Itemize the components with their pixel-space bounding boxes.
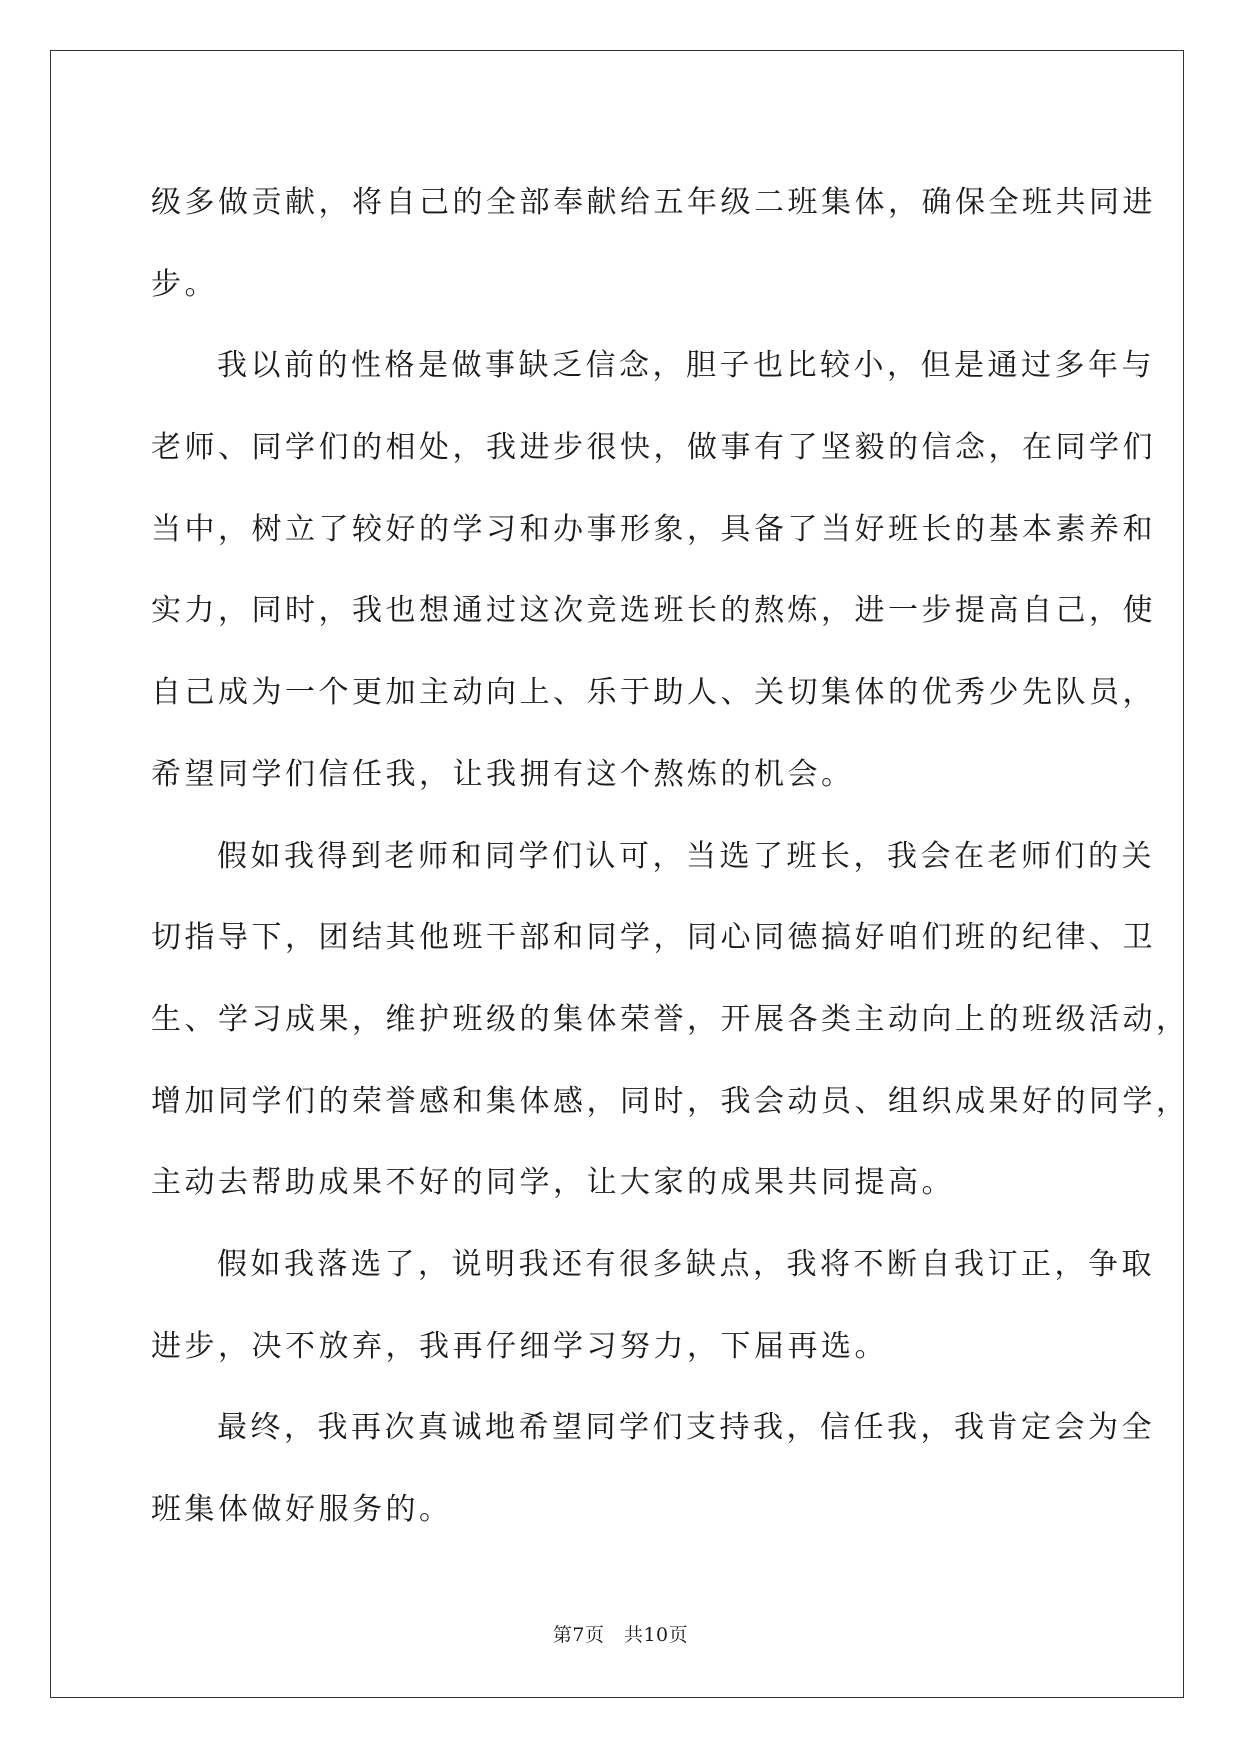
text-line: 增加同学们的荣誉感和集体感，同时，我会动员、组织成果好的同学，	[151, 1083, 1190, 1119]
text-line: 级多做贡献，将自己的全部奉献给五年级二班集体，确保全班共同进	[151, 185, 1156, 220]
text-line: 实力，同时，我也想通过这次竞选班长的熬炼，进一步提高自己，使	[151, 593, 1156, 629]
text-line: 老师、同学们的相处，我进步很快，做事有了坚毅的信念，在同学们	[151, 430, 1156, 466]
paragraph-start-line: 假如我得到老师和同学们认可，当选了班长，我会在老师们的关	[217, 838, 1155, 874]
text-line: 自己成为一个更加主动向上、乐于助人、关切集体的优秀少先队员，	[151, 675, 1156, 711]
paragraph-start-line: 假如我落选了，说明我还有很多缺点，我将不断自我订正，争取	[217, 1246, 1155, 1282]
paragraph-start-line: 最终，我再次真诚地希望同学们支持我，信任我，我肯定会为全	[217, 1410, 1155, 1446]
text-line: 班集体做好服务的。	[151, 1492, 453, 1527]
page-number-footer: 第7页 共10页	[552, 1624, 689, 1646]
text-line: 主动去帮助成果不好的同学，让大家的成果共同提高。	[151, 1165, 955, 1201]
text-line: 当中，树立了较好的学习和办事形象，具备了当好班长的基本素养和	[151, 511, 1156, 547]
text-line: 步。	[151, 266, 218, 302]
text-line: 切指导下，团结其他班干部和同学，同心同德搞好咱们班的纪律、卫	[151, 920, 1156, 956]
paragraph-start-line: 我以前的性格是做事缺乏信念，胆子也比较小，但是通过多年与	[217, 348, 1155, 384]
document-body	[151, 162, 1190, 1551]
text-line: 希望同学们信任我，让我拥有这个熬炼的机会。	[151, 756, 855, 792]
text-line: 生、学习成果，维护班级的集体荣誉，开展各类主动向上的班级活动，	[151, 1001, 1190, 1037]
text-line: 进步，决不放弃，我再仔细学习努力，下届再选。	[151, 1328, 888, 1364]
